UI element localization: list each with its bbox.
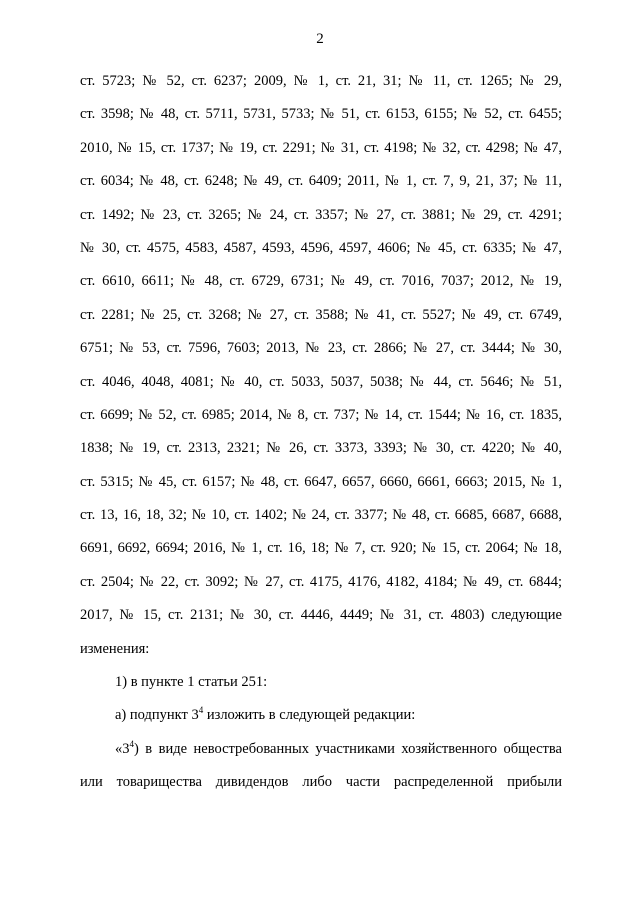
text-line: ст. 13, 16, 18, 32; № 10, ст. 1402; № 24, ст. 3377; № 48, ст. 6685, 6687, 6688, [80, 507, 562, 524]
text-line: ст. 6034; № 48, ст. 6248; № 49, ст. 6409; 2011, № 1, ст. 7, 9, 21, 37; № 11, [80, 173, 562, 190]
text-line: ст. 5723; № 52, ст. 6237; 2009, № 1, ст. 21, 31; № 11, ст. 1265; № 29, [80, 73, 562, 89]
text-line: или товарищества дивидендов либо части распределенной прибыли [80, 774, 562, 791]
list-item-1: 1) в пункте 1 статьи 251: [115, 674, 268, 691]
text-line: ст. 2504; № 22, ст. 3092; № 27, ст. 4175, 4176, 4182, 4184; № 49, ст. 6844; [80, 573, 562, 590]
text-line: 2017, № 15, ст. 2131; № 30, ст. 4446, 4449; № 31, ст. 4803) следующие [80, 607, 562, 624]
text-line: ст. 2281; № 25, ст. 3268; № 27, ст. 3588; № 41, ст. 5527; № 49, ст. 6749, [80, 306, 562, 323]
quoted-clause [80, 733, 562, 766]
text-line: изменения: [80, 640, 150, 657]
document-body [80, 65, 562, 800]
text-line: № 30, ст. 4575, 4583, 4587, 4593, 4596, 4597, 4606; № 45, ст. 6335; № 47, [80, 239, 562, 256]
text-line: 1838; № 19, ст. 2313, 2321; № 26, ст. 3373, 3393; № 30, ст. 4220; № 40, [80, 440, 562, 457]
quoted-clause-start: «3 [115, 740, 130, 757]
text-line: ст. 6610, 6611; № 48, ст. 6729, 6731; № 49, ст. 7016, 7037; 2012, № 19, [80, 273, 562, 290]
superscript: 4 [198, 705, 204, 716]
text-line: ст. 4046, 4048, 4081; № 40, ст. 5033, 5037, 5038; № 44, ст. 5646; № 51, [80, 373, 562, 390]
page-number: 2 [316, 31, 324, 47]
text-line: 6691, 6692, 6694; 2016, № 1, ст. 16, 18; № 7, ст. 920; № 15, ст. 2064; № 18, [80, 540, 562, 557]
text-line: ст. 5315; № 45, ст. 6157; № 48, ст. 6647, 6657, 6660, 6661, 6663; 2015, № 1, [80, 473, 562, 490]
text-line: 6751; № 53, ст. 7596, 7603; 2013, № 23, ст. 2866; № 27, ст. 3444; № 30, [80, 340, 562, 357]
list-item-a-text: а) подпункт 3 [115, 707, 199, 724]
list-item-a [80, 699, 562, 732]
text-line: 2010, № 15, ст. 1737; № 19, ст. 2291; № 31, ст. 4198; № 32, ст. 4298; № 47, [80, 139, 562, 156]
superscript: 4 [129, 738, 134, 749]
text-line: ст. 3598; № 48, ст. 5711, 5731, 5733; № 51, ст. 6153, 6155; № 52, ст. 6455; [80, 106, 562, 123]
text-line: ст. 6699; № 52, ст. 6985; 2014, № 8, ст. 737; № 14, ст. 1544; № 16, ст. 1835, [80, 406, 562, 423]
list-item-a-text-cont: изложить в следующей редакции: [203, 707, 416, 724]
quoted-clause-text: ) в виде невостребованных участниками хозяйственного общества [134, 740, 562, 757]
text-line: ст. 1492; № 23, ст. 3265; № 24, ст. 3357; № 27, ст. 3881; № 29, ст. 4291; [80, 206, 562, 223]
